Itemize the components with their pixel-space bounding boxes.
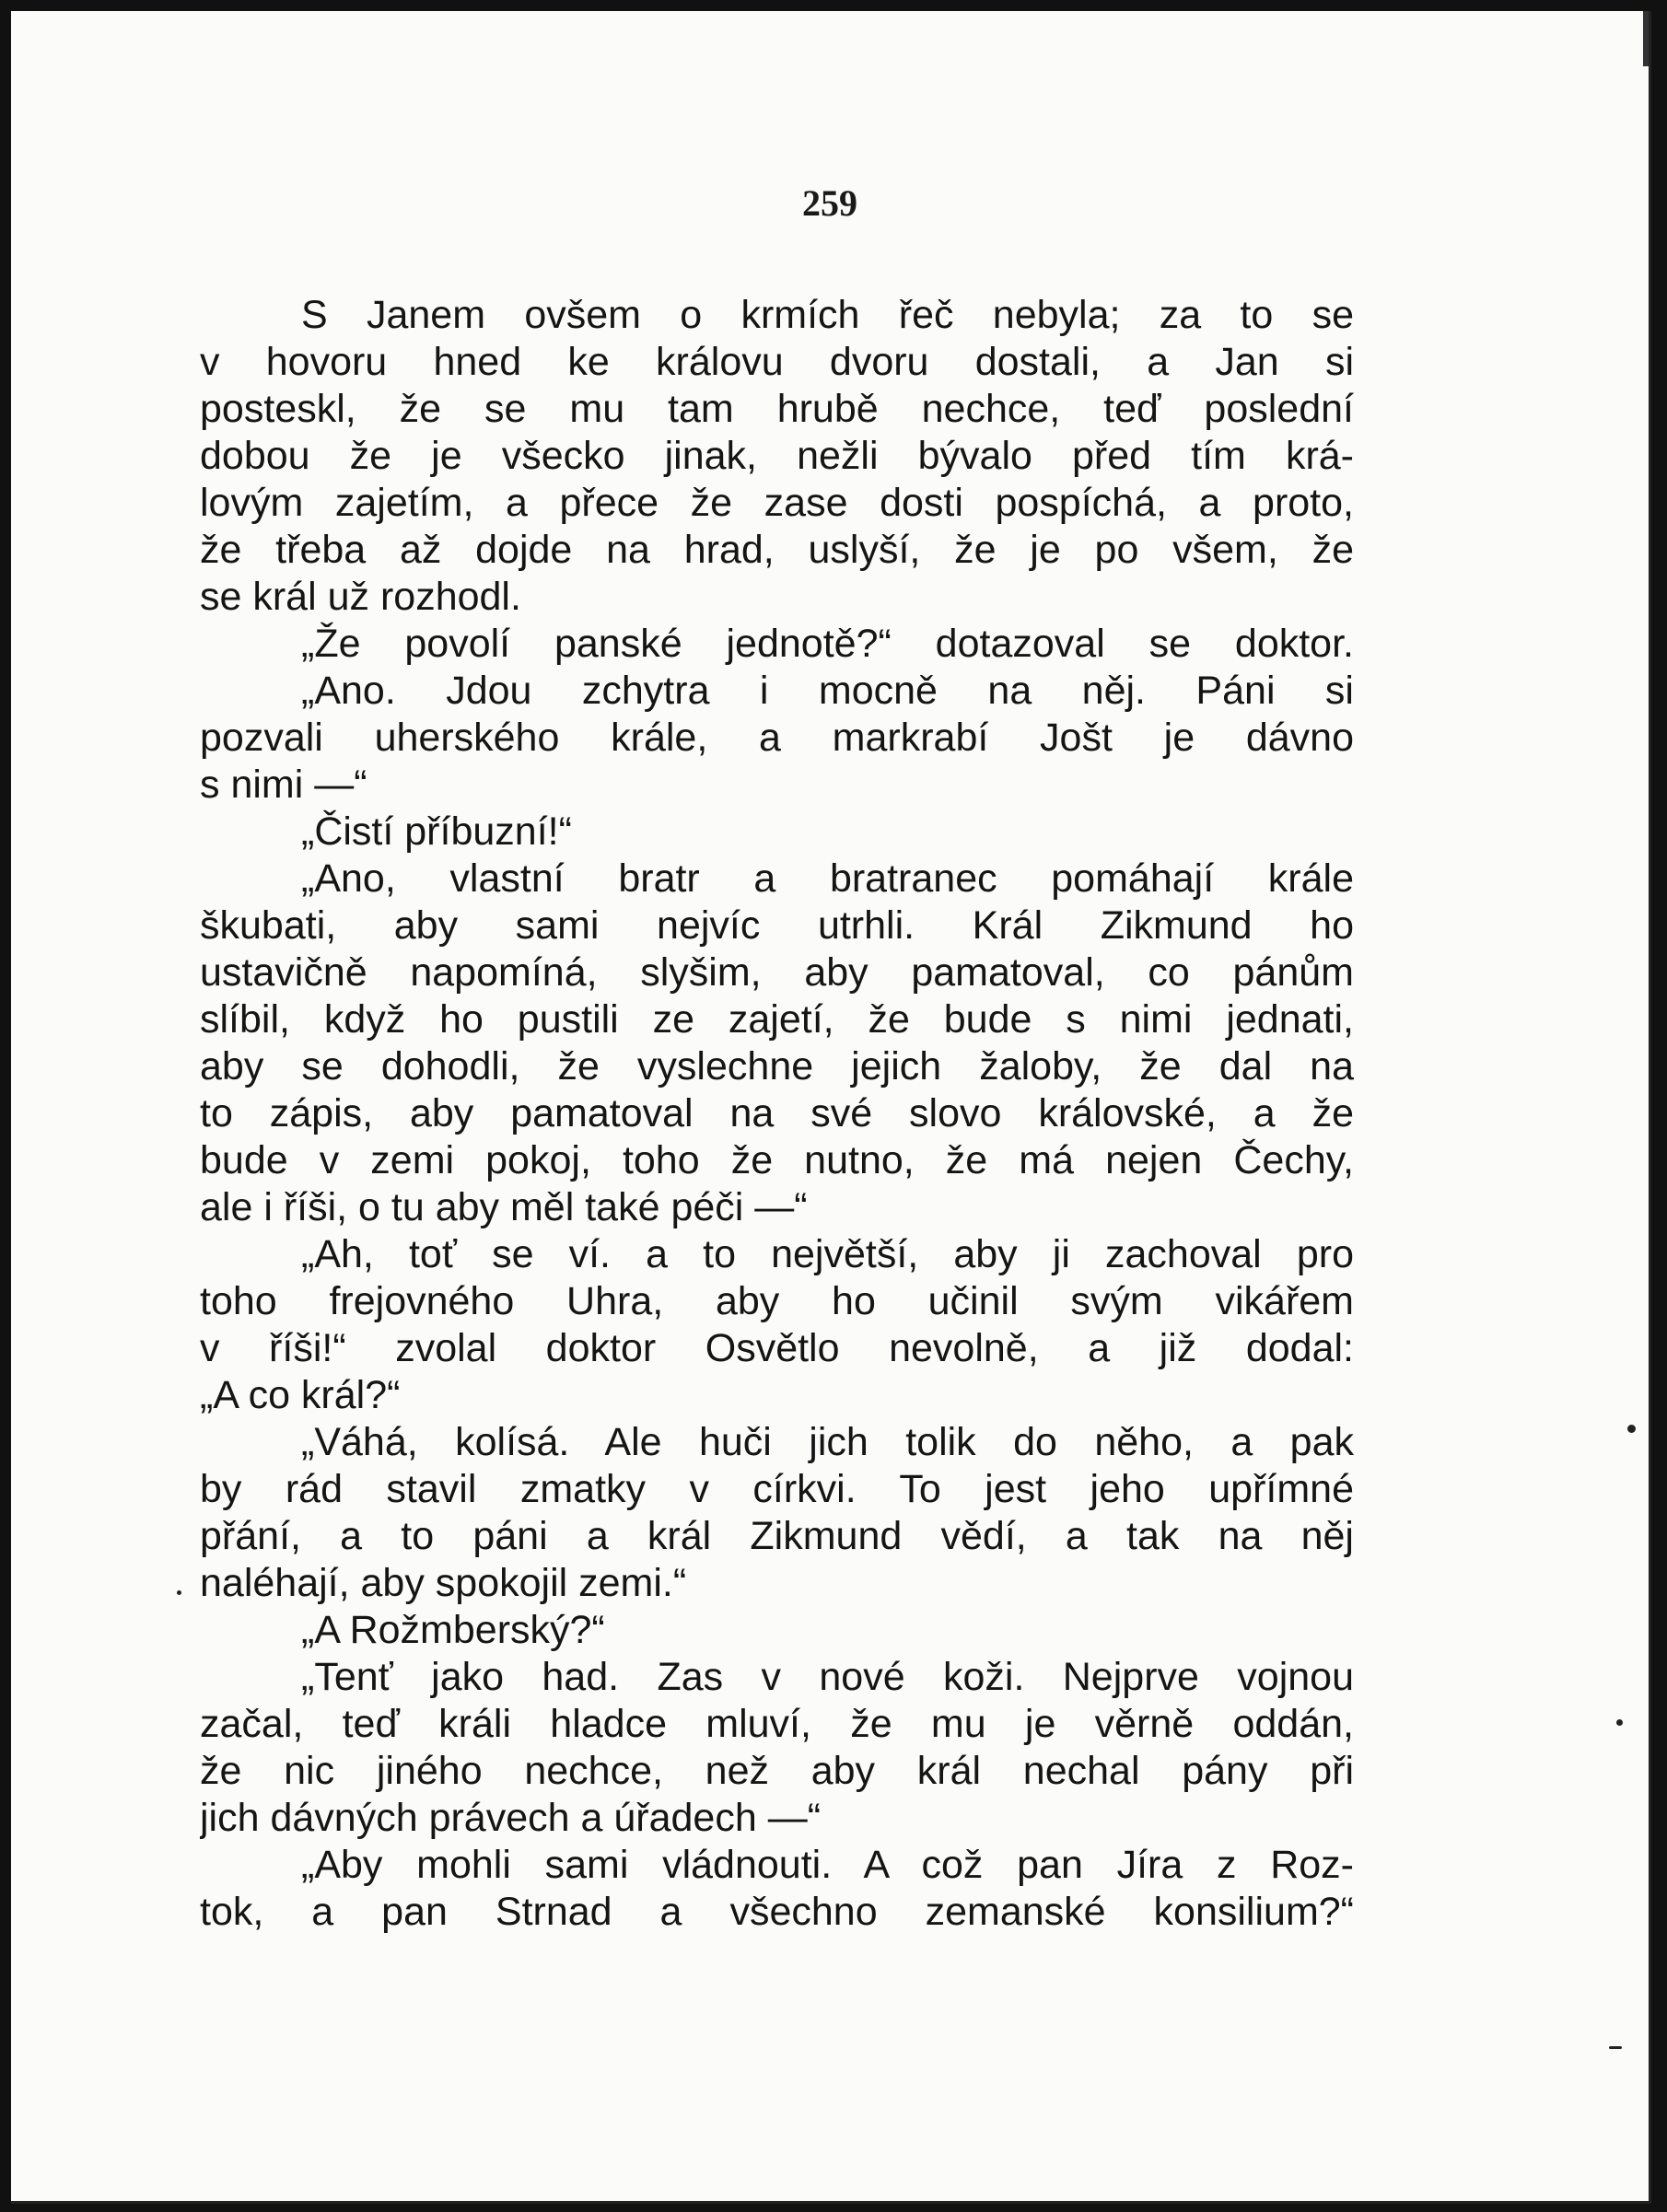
text-line: dobou že je všecko jinak, nežli bývalo před tím krá-: [200, 434, 1354, 478]
text-line: jich dávných právech a úřadech —“: [200, 1796, 822, 1840]
text-line: pozvali uherského krále, a markrabí Jošt je dávno: [200, 716, 1354, 760]
text-line: „Váhá, kolísá. Ale huči jich tolik do něho, a pak: [301, 1420, 1354, 1464]
scan-speck: [177, 1590, 181, 1595]
text-line: „Ano, vlastní bratr a bratranec pomáhají krále: [301, 856, 1354, 901]
text-line: „Ah, toť se ví. a to největší, aby ji zachoval pro: [301, 1232, 1354, 1276]
text-line: „Že povolí panské jednotě?“ dotazoval se doktor.: [301, 622, 1354, 666]
scan-corner-mark: [1643, 11, 1649, 66]
text-line: „Tenť jako had. Zas v nové koži. Nejprve vojnou: [301, 1655, 1354, 1699]
text-line: „A Rožmberský?“: [301, 1608, 605, 1652]
text-line: toho frejovného Uhra, aby ho učinil svým vikářem: [200, 1279, 1354, 1323]
scan-speck: [1609, 2046, 1622, 2049]
scan-speck: [1627, 1425, 1636, 1433]
text-line: se král už rozhodl.: [200, 575, 521, 619]
body-text: [200, 292, 1354, 1936]
text-line: „Aby mohli sami vládnouti. A což pan Jíra z Roz-: [301, 1843, 1354, 1887]
text-line: bude v zemi pokoj, toho že nutno, že má nejen Čechy,: [200, 1138, 1354, 1182]
text-line: s nimi —“: [200, 763, 367, 807]
text-line: lovým zajetím, a přece že zase dosti pospíchá, a proto,: [200, 481, 1354, 525]
text-line: ale i říši, o tu aby měl také péči —“: [200, 1185, 808, 1229]
text-line: S Janem ovšem o krmích řeč nebyla; za to se: [301, 293, 1354, 337]
text-line: by rád stavil zmatky v církvi. To jest jeho upřímné: [200, 1467, 1354, 1511]
text-line: aby se dohodli, že vyslechne jejich žaloby, že dal na: [200, 1044, 1354, 1089]
text-line: „Čistí příbuzní!“: [301, 809, 572, 854]
scan-speck: [1616, 1719, 1623, 1726]
text-line: ustavičně napomíná, slyšim, aby pamatoval, co pánům: [200, 950, 1354, 995]
text-line: tok, a pan Strnad a všechno zemanské konsilium?“: [200, 1890, 1354, 1934]
text-line: to zápis, aby pamatoval na své slovo královské, a že: [200, 1091, 1354, 1135]
text-line: slíbil, když ho pustili ze zajetí, že bude s nimi jednati,: [200, 997, 1354, 1042]
book-page: [11, 11, 1651, 2204]
text-line: škubati, aby sami nejvíc utrhli. Král Zikmund ho: [200, 903, 1354, 948]
text-line: „Ano. Jdou zchytra i mocně na něj. Páni si: [301, 669, 1354, 713]
text-line: v hovoru hned ke královu dvoru dostali, a Jan si: [200, 340, 1354, 384]
page-number: 259: [802, 182, 857, 224]
text-line: „A co král?“: [200, 1373, 401, 1417]
text-line: že nic jiného nechce, než aby král nechal pány při: [200, 1749, 1354, 1793]
text-line: naléhají, aby spokojil zemi.“: [200, 1561, 687, 1605]
text-line: posteskl, že se mu tam hrubě nechce, teď poslední: [200, 387, 1354, 431]
text-line: že třeba až dojde na hrad, uslyší, že je po všem, že: [200, 528, 1354, 572]
text-line: začal, teď králi hladce mluví, že mu je věrně oddán,: [200, 1702, 1354, 1746]
text-line: přání, a to páni a král Zikmund vědí, a tak na něj: [200, 1514, 1354, 1558]
text-line: v říši!“ zvolal doktor Osvětlo nevolně, a již dodal:: [200, 1326, 1354, 1370]
